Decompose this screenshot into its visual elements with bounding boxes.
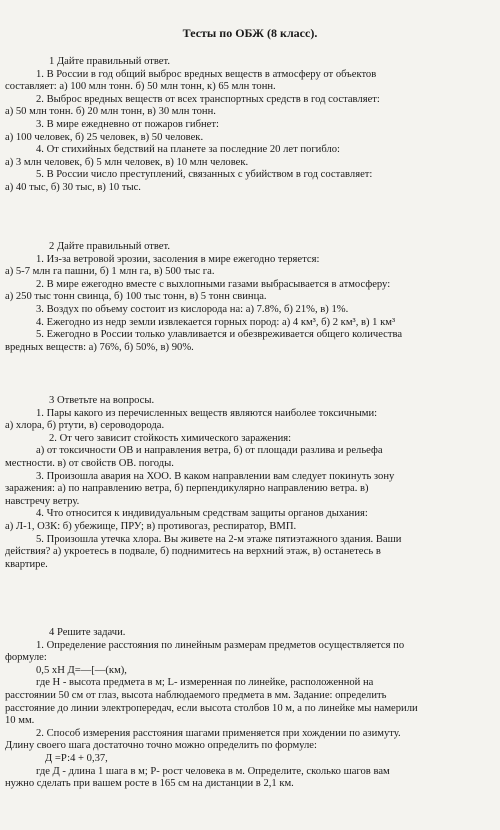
text-line: а) 100 человек, б) 25 человек, в) 50 человек.	[5, 131, 204, 143]
section-3	[5, 395, 500, 571]
text-line: навстречу ветру.	[5, 495, 80, 507]
text-line: 1. Определение расстояния по линейным размерам предметов осуществляется по	[36, 639, 405, 651]
section-heading: 2 Дайте правильный ответ.	[49, 241, 170, 252]
text-line: 1. Из-за ветровой эрозии, засоления в мире ежегодно теряется:	[36, 253, 320, 265]
text-line: а) хлора, б) ртути, в) сероводорода.	[5, 420, 165, 432]
text-line: 4. Что относится к индивидуальным средствам защиты органов дыхания:	[36, 508, 368, 520]
section-2	[5, 241, 500, 354]
text-line: а) 250 тыс тонн свинца, б) 100 тыс тонн, в) 5 тонн свинца.	[5, 291, 267, 303]
section-1	[5, 56, 500, 195]
text-line: 2. Выброс вредных веществ от всех транспортных средств в год составляет:	[36, 93, 380, 105]
text-line: 1. В России в год общий выброс вредных веществ в атмосферу от объектов	[36, 68, 377, 80]
text-line: а) 5-7 млн га пашни, б) 1 млн га, в) 500 тыс га.	[5, 266, 215, 278]
text-line: действия? а) укроетесь в подвале, б) поднимитесь на верхний этаж, в) останетесь в	[5, 546, 381, 558]
text-line: 5. Ежегодно в России только улавливается и обезвреживается общего количества	[36, 329, 403, 341]
text-line: Д =Р:4 + 0,37,	[45, 752, 108, 764]
text-line: 4. Ежегодно из недр земли извлекается горных пород: а) 4 км³, б) 2 км³, в) 1 км³	[36, 316, 396, 328]
text-line: формуле:	[5, 652, 47, 664]
text-line: 2. От чего зависит стойкость химического заражения:	[49, 432, 292, 444]
text-line: где Н - высота предмета в м; L- измеренная по линейке, расположенной на	[36, 677, 374, 689]
text-line: квартире.	[5, 558, 48, 570]
text-line: 5. Произошла утечка хлора. Вы живете на 2-м этаже пятиэтажного здания. Ваши	[36, 533, 402, 545]
text-line: а) 3 млн человек, б) 5 млн человек, в) 10 млн человек.	[5, 156, 249, 168]
text-line: 0,5 хН Д=—[—(км),	[36, 664, 127, 676]
text-line: 5. В России число преступлений, связанных с убийством в год составляет:	[36, 169, 373, 181]
section-heading: 4 Решите задачи.	[49, 627, 126, 638]
text-line: а) 40 тыс, б) 30 тыс, в) 10 тыс.	[5, 181, 141, 193]
section-heading: 3 Ответьте на вопросы.	[49, 395, 155, 406]
text-line: а) от токсичности ОВ и направления ветра, б) от площади разлива и рельефа	[36, 445, 383, 457]
text-line: Длину своего шага достаточно точно можно определить по формуле:	[5, 740, 317, 752]
text-line: заражения: а) по направлению ветра, б) перпендикулярно направлению ветра. в)	[5, 483, 369, 495]
text-line: составляет: а) 100 млн тонн. б) 50 млн тонн, к) 65 млн тонн.	[5, 81, 276, 93]
text-line: 3. В мире ежедневно от пожаров гибнет:	[36, 118, 219, 130]
text-line: расстоянии 50 см от глаз, высота наблюдаемого предмета в мм. Задание: определить	[5, 689, 387, 701]
section-4	[5, 627, 500, 791]
text-line: 4. От стихийных бедствий на планете за последние 20 лет погибло:	[36, 144, 340, 156]
text-line: местности. в) от свойств ОВ. погоды.	[5, 457, 174, 469]
text-line: вредных веществ: а) 76%, б) 50%, в) 90%.	[5, 341, 194, 353]
text-line: 3. Воздух по объему состоит из кислорода на: а) 7.8%, б) 21%, в) 1%.	[36, 303, 349, 315]
text-line: а) 50 млн тонн. б) 20 млн тонн, в) 30 млн тонн.	[5, 106, 216, 118]
text-line: где Д - длина 1 шага в м; Р- рост человека в м. Определите, сколько шагов вам	[36, 765, 390, 777]
text-line: 1. Пары какого из перечисленных веществ являются наиболее токсичными:	[36, 407, 378, 419]
text-line: 10 мм.	[5, 715, 35, 727]
text-line: 2. Способ измерения расстояния шагами применяется при хождении по азимуту.	[36, 727, 401, 739]
text-line: расстояние до линии электропередач, если высота столбов 10 м, а по линейке мы намерили	[5, 702, 418, 714]
text-line: нужно сделать при вашем росте в 165 см на дистанции в 2,1 км.	[5, 778, 294, 790]
text-line: 2. В мире ежегодно вместе с выхлопными газами выбрасывается в атмосферу:	[36, 278, 391, 290]
text-line: 3. Произошла авария на ХОО. В каком направлении вам следует покинуть зону	[36, 470, 395, 482]
document-title: Тесты по ОБЖ (8 класс).	[182, 26, 318, 40]
text-line: а) Л-1, ОЗК: б) убежище, ПРУ; в) противогаз, респиратор, ВМП.	[5, 520, 297, 532]
section-heading: 1 Дайте правильный ответ.	[49, 56, 170, 67]
